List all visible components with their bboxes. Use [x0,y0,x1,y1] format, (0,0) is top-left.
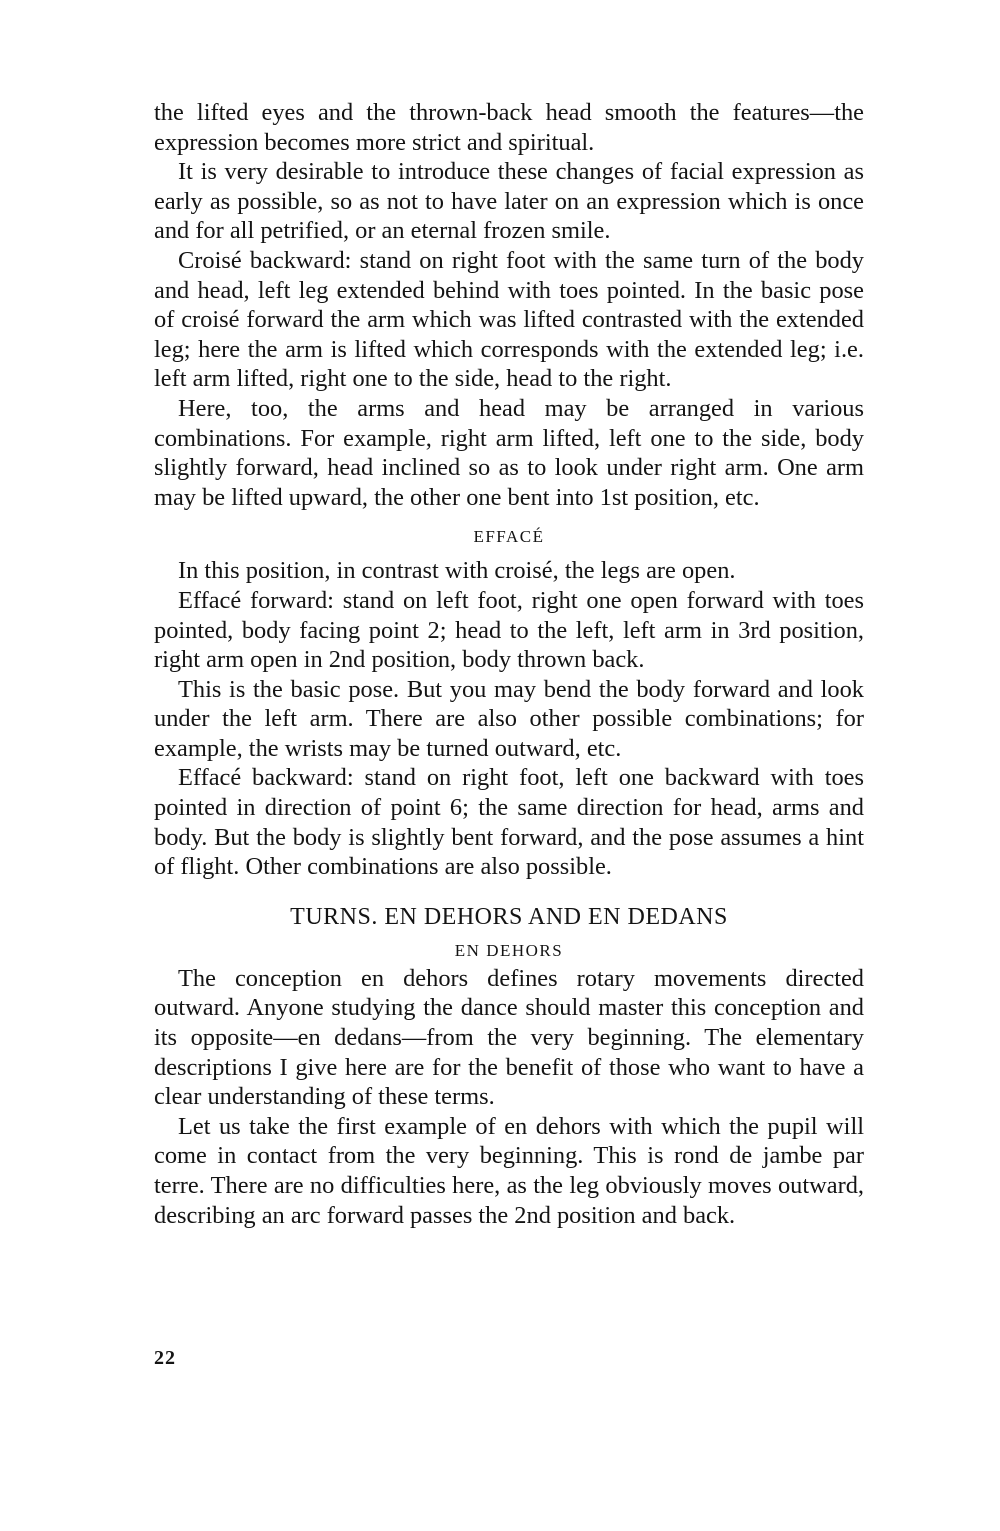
paragraph: In this position, in contrast with croisé, the legs are open. [178,557,736,585]
paragraph: the lifted eyes and the thrown-back head smooth the features—the expression becomes more strict and spiritual. [154,99,864,156]
paragraph: The conception en dehors defines rotary movements directed outward. Anyone studying the dance should master this conception and its opposite—en dedans—from the very beginning. The elementary descriptions I give here are for the benefit of those who want to have a clear understanding of these terms. [154,964,864,1111]
paragraph: It is very desirable to introduce these changes of facial expression as early as possible, so as not to have later on an expression which is once and for all petrified, or an eternal frozen smile. [154,158,864,245]
paragraph: Here, too, the arms and head may be arranged in various combinations. For example, right arm lifted, left one to the side, body slightly forward, head inclined so as to look under right arm. One arm may be lifted upward, the other one bent into 1st position, etc. [154,394,864,511]
paragraph: Let us take the first example of en dehors with which the pupil will come in contact from the very beginning. This is rond de jambe par terre. There are no difficulties here, as the leg obviously moves outward, describing an arc forward passes the 2nd position and back. [154,1112,864,1229]
paragraph: This is the basic pose. But you may bend the body forward and look under the left arm. There are also other possible combinations; for example, the wrists may be turned outward, etc. [154,675,864,762]
section-heading-efface: EFFACÉ [473,527,545,547]
page-number: 22 [154,1347,176,1369]
paragraph: Effacé backward: stand on right foot, left one backward with toes pointed in direction of point 6; the same direction for head, arms and body. But the body is slightly bent forward, and the pose assumes a hint of flight. Other combinations are also possible. [154,764,864,881]
section-heading-en-dehors: EN DEHORS [454,940,564,960]
paragraph: Effacé forward: stand on left foot, right one open forward with toes pointed, body facing point 2; head to the left, left arm in 3rd position, right arm open in 2nd position, body thrown back. [154,586,864,674]
body-text [154,98,864,1230]
paragraph: Croisé backward: stand on right foot with the same turn of the body and head, left leg extended behind with toes pointed. In the basic pose of croisé forward the arm which was lifted contrasted with the extended leg; here the arm is lifted which corresponds with the extended leg; i.e. left arm lifted, right one to the side, head to the right. [154,246,864,393]
chapter-heading-turns: TURNS. EN DEHORS AND EN DEDANS [290,903,728,930]
